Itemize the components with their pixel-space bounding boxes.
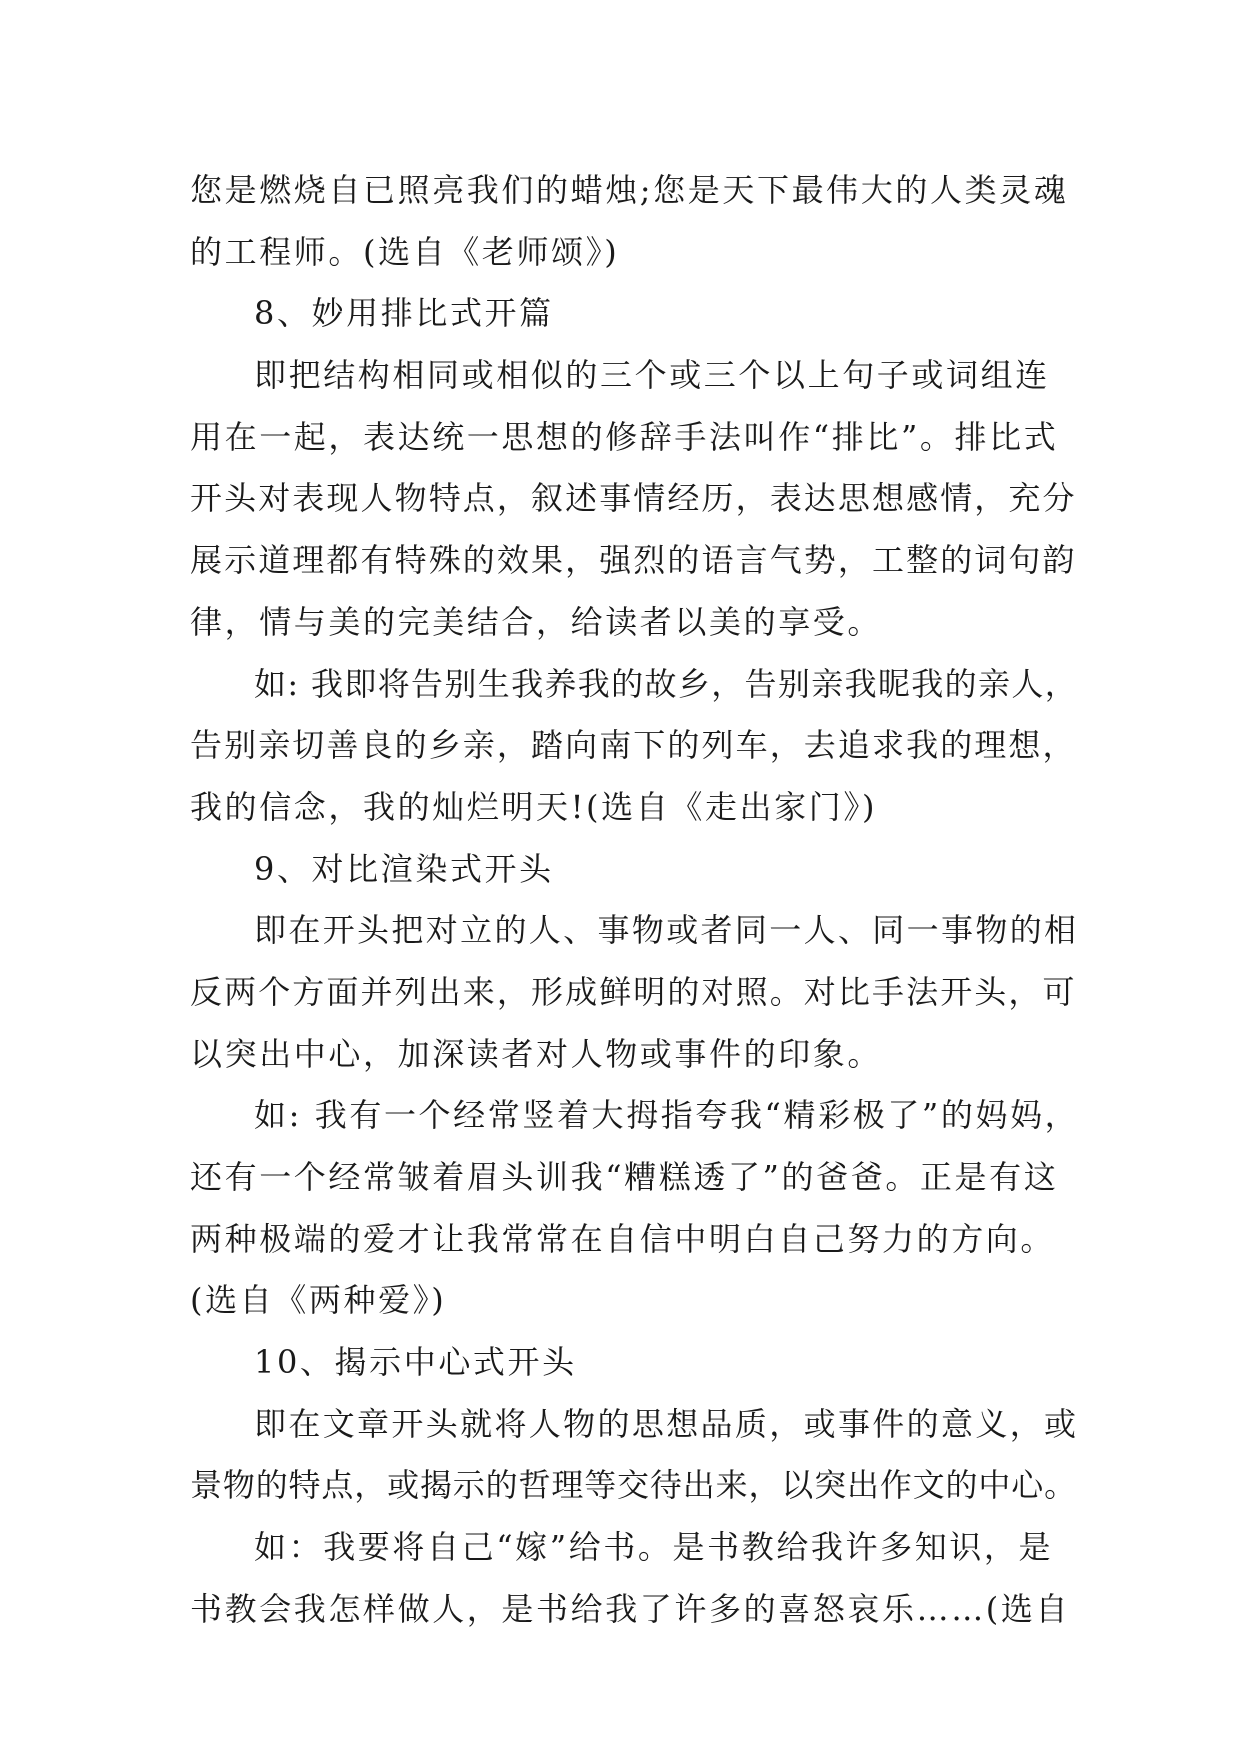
paragraph-line: 律，情与美的完美结合，给读者以美的享受。 <box>190 602 883 641</box>
paragraph-line: 即把结构相同或相似的三个或三个以上句子或词组连 <box>254 356 1050 395</box>
example-line: (选自《两种爱》) <box>190 1281 447 1320</box>
paragraph-line: 即在开头把对立的人、事物或者同一人、同一事物的相 <box>254 911 1079 950</box>
example-line: 告别亲切善良的乡亲，踏向南下的列车，去追求我的理想， <box>190 726 1077 765</box>
section-heading-8: 8、妙用排比式开篇 <box>254 294 554 333</box>
section-heading-10: 10、揭示中心式开头 <box>254 1343 577 1382</box>
text-line: 您是燃烧自已照亮我们的蜡烛;您是天下最伟大的人类灵魂 <box>190 171 1069 209</box>
section-heading-9: 9、对比渲染式开头 <box>254 849 554 888</box>
paragraph-line: 景物的特点，或揭示的哲理等交待出来，以突出作文的中心。 <box>190 1466 1077 1505</box>
paragraph-line: 开头对表现人物特点，叙述事情经历，表达思想感情，充分 <box>190 479 1077 518</box>
example-line: 我的信念，我的灿烂明天!(选自《走出家门》) <box>190 787 878 826</box>
example-line: 还有一个经常皱着眉头训我“糟糕透了”的爸爸。正是有这 <box>190 1158 1059 1196</box>
paragraph-line: 即在文章开头就将人物的思想品质，或事件的意义，或 <box>254 1404 1079 1443</box>
text-line: 的工程师。(选自《老师颂》) <box>190 232 620 271</box>
paragraph-line: 以突出中心，加深读者对人物或事件的印象。 <box>190 1034 883 1073</box>
example-line: 如：我要将自己“嫁”给书。是书教给我许多知识，是 <box>254 1528 1054 1567</box>
example-line: 如: 我即将告别生我养我的故乡，告别亲我昵我的亲人， <box>254 664 1079 703</box>
document-body <box>190 160 1080 1641</box>
example-line: 书教会我怎样做人，是书给我了许多的喜怒哀乐……(选自 <box>190 1589 1071 1628</box>
paragraph-line: 用在一起，表达统一思想的修辞手法叫作“排比”。排比式 <box>190 417 1059 456</box>
example-line: 如: 我有一个经常竖着大拇指夸我“精彩极了”的妈妈， <box>254 1096 1080 1135</box>
paragraph-line: 展示道理都有特殊的效果，强烈的语言气势，工整的词句韵 <box>190 541 1077 580</box>
paragraph-line: 反两个方面并列出来，形成鲜明的对照。对比手法开头，可 <box>190 972 1077 1011</box>
example-line: 两种极端的爱才让我常常在自信中明白自己努力的方向。 <box>190 1219 1056 1258</box>
